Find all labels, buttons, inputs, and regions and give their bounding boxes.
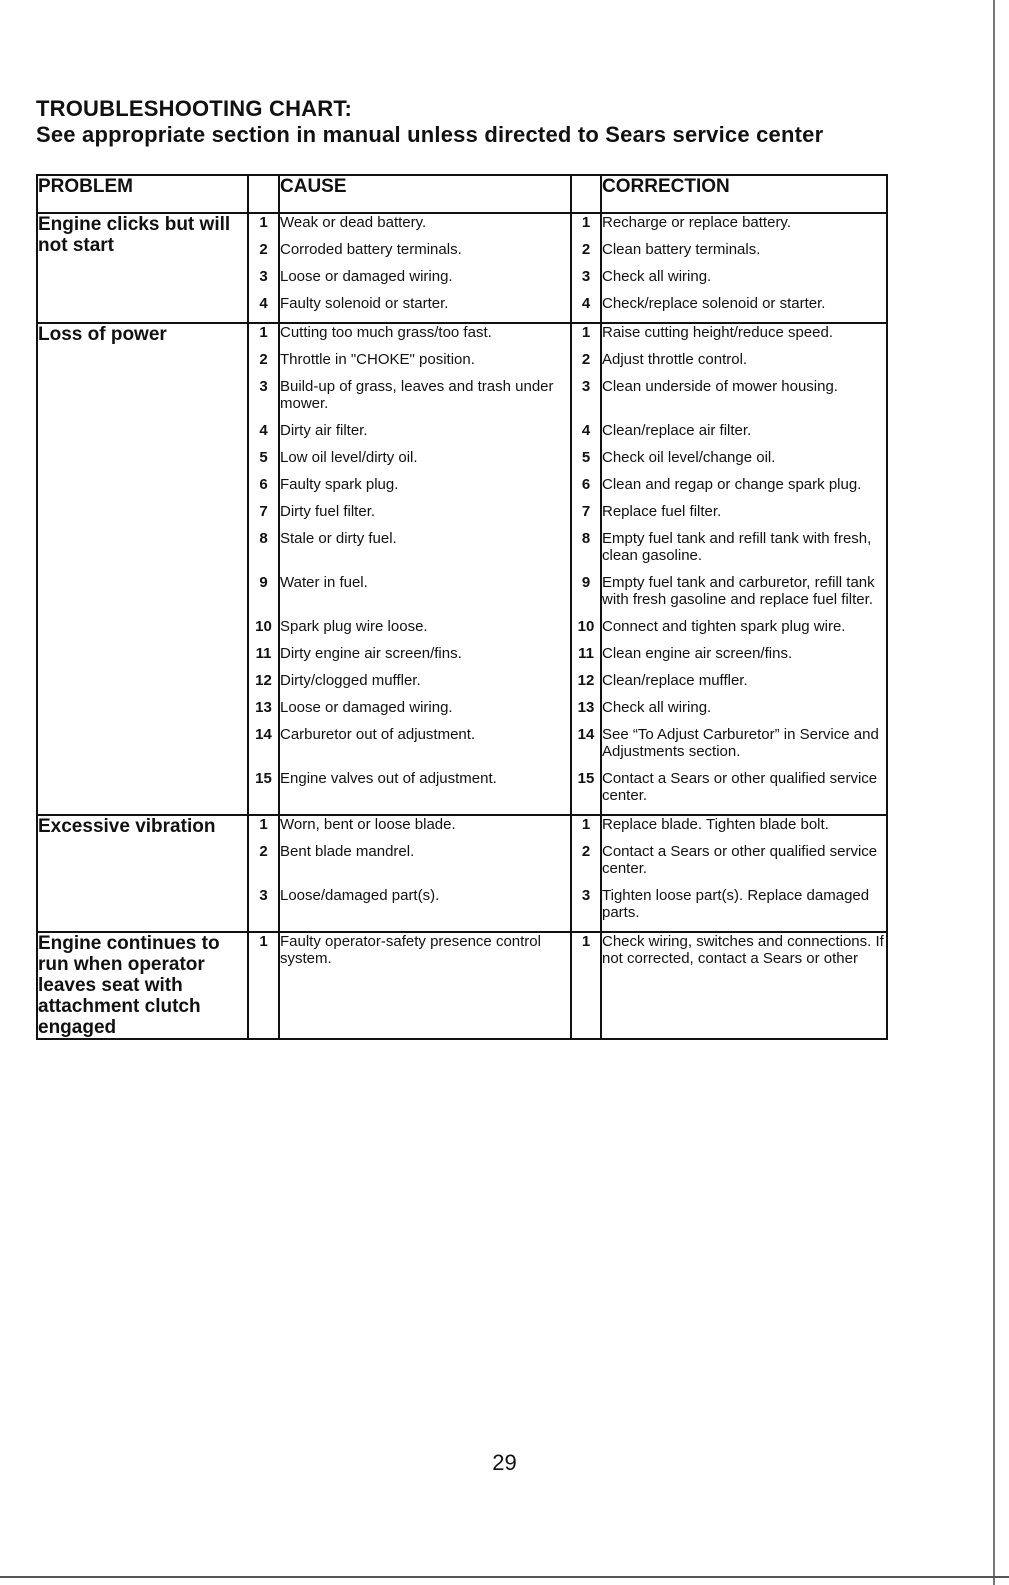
troubleshooting-table [36,174,888,1040]
cause-number: 9 [248,574,279,618]
cause-number: 3 [248,268,279,295]
cause-number: 7 [248,503,279,530]
table-row [37,932,887,1039]
cause-number: 3 [248,887,279,932]
cause-number: 4 [248,422,279,449]
correction-cell: Replace blade. Tighten blade bolt. [601,815,887,843]
cause-number: 2 [248,241,279,268]
cause-cell: Faulty operator-safety presence control system. [279,932,571,1039]
correction-cell: Connect and tighten spark plug wire. [601,618,887,645]
correction-cell: Empty fuel tank and refill tank with fresh, clean gasoline. [601,530,887,574]
correction-number: 1 [571,213,601,241]
correction-number: 12 [571,672,601,699]
correction-number: 3 [571,268,601,295]
cause-number: 6 [248,476,279,503]
cause-number: 1 [248,815,279,843]
cause-cell: Throttle in "CHOKE" position. [279,351,571,378]
cause-number: 2 [248,843,279,887]
problem-cell: Engine continues to run when operator leaves seat with attachment clutch engaged [37,932,248,1039]
correction-number: 13 [571,699,601,726]
correction-cell: Clean underside of mower housing. [601,378,887,422]
correction-number: 1 [571,932,601,1039]
page-edge-line [993,0,995,1585]
correction-number: 8 [571,530,601,574]
correction-cell: Clean engine air screen/fins. [601,645,887,672]
correction-cell: Empty fuel tank and carburetor, refill tank with fresh gasoline and replace fuel filter. [601,574,887,618]
correction-cell: Check/replace solenoid or starter. [601,295,887,323]
correction-cell: Clean/replace air filter. [601,422,887,449]
correction-cell: Replace fuel filter. [601,503,887,530]
cause-number: 12 [248,672,279,699]
correction-cell: Clean/replace muffler. [601,672,887,699]
correction-number: 5 [571,449,601,476]
correction-cell: Check all wiring. [601,268,887,295]
cause-cell: Spark plug wire loose. [279,618,571,645]
cause-number: 3 [248,378,279,422]
correction-cell: Clean and regap or change spark plug. [601,476,887,503]
cause-cell: Water in fuel. [279,574,571,618]
column-header-correction-number [571,175,601,213]
correction-cell: Raise cutting height/reduce speed. [601,323,887,351]
correction-cell: Check all wiring. [601,699,887,726]
cause-cell: Engine valves out of adjustment. [279,770,571,815]
correction-number: 3 [571,378,601,422]
column-header-problem: PROBLEM [37,175,248,213]
cause-number: 1 [248,323,279,351]
correction-number: 4 [571,295,601,323]
cause-cell: Dirty engine air screen/fins. [279,645,571,672]
correction-cell: Check wiring, switches and connections. If not corrected, contact a Sears or other [601,932,887,1039]
table-header-row [37,175,887,213]
cause-number: 14 [248,726,279,770]
cause-cell: Loose/damaged part(s). [279,887,571,932]
correction-number: 10 [571,618,601,645]
column-header-cause-number [248,175,279,213]
cause-number: 1 [248,932,279,1039]
correction-cell: Clean battery terminals. [601,241,887,268]
page-title: TROUBLESHOOTING CHART: [36,96,353,121]
correction-number: 1 [571,323,601,351]
cause-cell: Faulty spark plug. [279,476,571,503]
correction-cell: Recharge or replace battery. [601,213,887,241]
cause-cell: Dirty fuel filter. [279,503,571,530]
problem-cell: Loss of power [37,323,248,815]
cause-cell: Dirty air filter. [279,422,571,449]
correction-cell: See “To Adjust Carburetor” in Service and Adjustments section. [601,726,887,770]
page-number: 29 [492,1450,517,1475]
column-header-cause: CAUSE [279,175,571,213]
cause-cell: Worn, bent or loose blade. [279,815,571,843]
cause-cell: Bent blade mandrel. [279,843,571,887]
table-row [37,815,887,843]
correction-cell: Adjust throttle control. [601,351,887,378]
cause-number: 8 [248,530,279,574]
cause-number: 5 [248,449,279,476]
correction-number: 3 [571,887,601,932]
cause-cell: Dirty/clogged muffler. [279,672,571,699]
table-row [37,323,887,351]
problem-cell: Excessive vibration [37,815,248,932]
cause-cell: Corroded battery terminals. [279,241,571,268]
correction-number: 2 [571,843,601,887]
page-subtitle: See appropriate section in manual unless directed to Sears service center [36,122,824,147]
table-row [37,213,887,241]
page-bottom-line [0,1576,1009,1578]
correction-number: 6 [571,476,601,503]
cause-number: 13 [248,699,279,726]
cause-cell: Faulty solenoid or starter. [279,295,571,323]
cause-number: 1 [248,213,279,241]
cause-cell: Carburetor out of adjustment. [279,726,571,770]
correction-number: 4 [571,422,601,449]
cause-cell: Loose or damaged wiring. [279,268,571,295]
cause-number: 15 [248,770,279,815]
cause-cell: Stale or dirty fuel. [279,530,571,574]
correction-cell: Contact a Sears or other qualified service center. [601,770,887,815]
correction-number: 2 [571,241,601,268]
cause-number: 4 [248,295,279,323]
correction-number: 15 [571,770,601,815]
cause-cell: Loose or damaged wiring. [279,699,571,726]
column-header-correction: CORRECTION [601,175,887,213]
correction-number: 11 [571,645,601,672]
correction-number: 2 [571,351,601,378]
cause-cell: Cutting too much grass/too fast. [279,323,571,351]
correction-number: 14 [571,726,601,770]
correction-cell: Tighten loose part(s). Replace damaged parts. [601,887,887,932]
cause-number: 10 [248,618,279,645]
correction-number: 9 [571,574,601,618]
table-body [37,213,887,1039]
correction-cell: Check oil level/change oil. [601,449,887,476]
correction-number: 1 [571,815,601,843]
cause-cell: Low oil level/dirty oil. [279,449,571,476]
cause-number: 11 [248,645,279,672]
cause-cell: Weak or dead battery. [279,213,571,241]
correction-number: 7 [571,503,601,530]
cause-number: 2 [248,351,279,378]
correction-cell: Contact a Sears or other qualified service center. [601,843,887,887]
problem-cell: Engine clicks but will not start [37,213,248,323]
cause-cell: Build-up of grass, leaves and trash under mower. [279,378,571,422]
